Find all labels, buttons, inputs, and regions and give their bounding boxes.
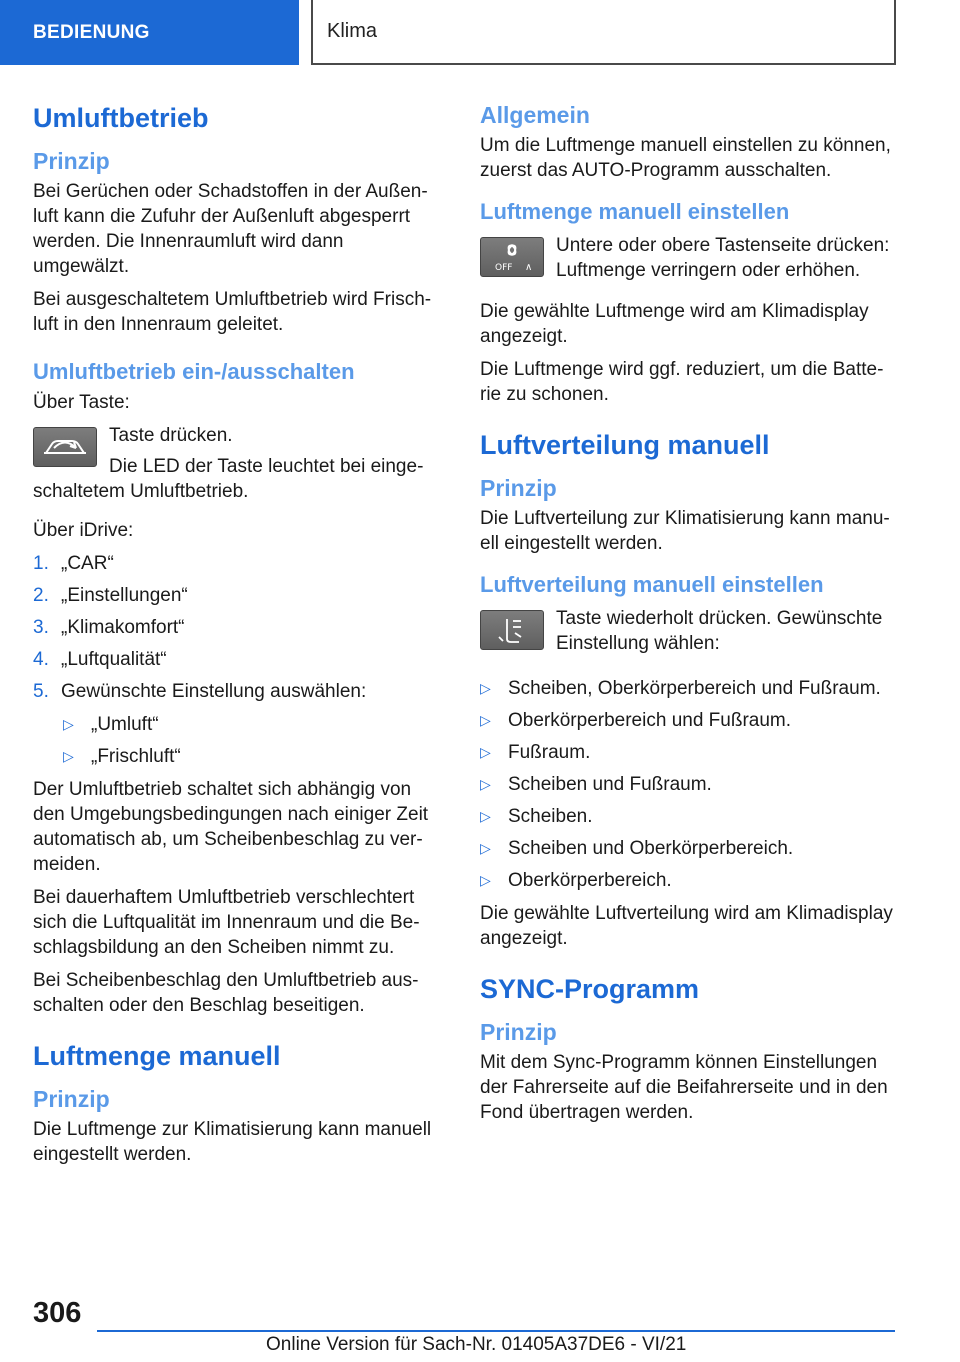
right-column <box>480 100 898 1133</box>
section-tab <box>0 0 299 65</box>
paragraph: Über Taste: <box>33 392 130 413</box>
triangle-bullet-icon: ▷ <box>480 712 491 728</box>
footer-divider <box>97 1330 895 1332</box>
triangle-bullet-icon: ▷ <box>480 744 491 760</box>
heading-allgemein: Allgemein <box>480 102 590 128</box>
triangle-bullet-icon: ▷ <box>480 776 491 792</box>
triangle-bullet-icon: ▷ <box>63 716 74 732</box>
heading-prinzip: Prinzip <box>33 148 110 174</box>
list-item: 3. „Klimakomfort“ <box>33 617 185 638</box>
list-item: ▷ „Frischluft“ <box>63 746 181 767</box>
paragraph: Bei Scheibenbeschlag den Umluftbetrieb aus-schalten oder den Beschlag beseitigen. <box>33 970 419 1016</box>
list-item: ▷ Oberkörperbereich. <box>480 870 672 891</box>
paragraph: Über iDrive: <box>33 520 134 541</box>
fan-button-icon <box>480 237 544 277</box>
paragraph: Die gewählte Luftverteilung wird am Klimadisplay angezeigt. <box>480 903 893 949</box>
paragraph: Die gewählte Luftmenge wird am Klimadisplay angezeigt. <box>480 301 869 347</box>
list-item: 5. Gewünschte Einstellung auswählen: <box>33 681 367 702</box>
list-item: 1. „CAR“ <box>33 553 114 574</box>
paragraph: Die LED der Taste leuchtet bei einge- <box>109 456 424 477</box>
distribution-button-row <box>480 606 898 662</box>
triangle-bullet-icon: ▷ <box>480 872 491 888</box>
paragraph: Untere oder obere Tastenseite drücken: Luftmenge verringern oder erhöhen. <box>556 235 890 281</box>
list-item: ▷ Scheiben und Fußraum. <box>480 774 712 795</box>
triangle-bullet-icon: ▷ <box>63 748 74 764</box>
paragraph: Die Luftmenge wird ggf. reduziert, um die Batte-rie zu schonen. <box>480 359 884 405</box>
paragraph: Mit dem Sync-Programm können Einstellungen der Fahrerseite auf die Beifahrerseite und in den Fond übertragen werden. <box>480 1052 888 1123</box>
paragraph: Bei dauerhaftem Umluftbetrieb verschlechtert sich die Luftqualität im Innenraum und die Be-schlagsbildung an den Scheiben nimmt zu. <box>33 887 420 958</box>
heading-prinzip: Prinzip <box>480 1019 557 1045</box>
heading-prinzip: Prinzip <box>33 1086 110 1112</box>
heading-umluftbetrieb: Umluftbetrieb <box>33 103 209 133</box>
list-item: ▷ Fußraum. <box>480 742 591 763</box>
paragraph: Taste drücken. <box>109 425 233 446</box>
list-item: ▷ Scheiben. <box>480 806 593 827</box>
heading-sync-programm: SYNC-Programm <box>480 974 700 1004</box>
heading-luftmenge-manuell: Luftmenge manuell <box>33 1041 281 1071</box>
list-item: ▷ Scheiben, Oberkörperbereich und Fußraum. <box>480 678 881 699</box>
page-number: 306 <box>33 1297 82 1329</box>
paragraph: Taste wiederholt drücken. Gewünschte Einstellung wählen: <box>556 608 883 654</box>
triangle-bullet-icon: ▷ <box>480 808 491 824</box>
svg-text:∧: ∧ <box>525 262 533 273</box>
left-column <box>33 100 443 1175</box>
recirculation-button-icon <box>33 427 97 467</box>
triangle-bullet-icon: ▷ <box>480 680 491 696</box>
heading-umluft-einaus: Umluftbetrieb ein-/ausschalten <box>33 359 355 384</box>
list-item: 4. „Luftqualität“ <box>33 649 167 670</box>
distribution-options-list <box>480 676 898 893</box>
list-item: ▷ „Umluft“ <box>63 714 159 735</box>
section-label: BEDIENUNG <box>33 21 150 43</box>
idrive-steps-list <box>33 551 443 704</box>
svg-text:OFF: OFF <box>495 263 513 273</box>
recirculation-button-row <box>33 423 443 485</box>
paragraph: Bei ausgeschaltetem Umluftbetrieb wird Frisch-luft in den Innenraum geleitet. <box>33 289 432 335</box>
chapter-label: Klima <box>327 20 378 42</box>
triangle-bullet-icon: ▷ <box>480 840 491 856</box>
fan-button-row <box>480 233 898 289</box>
heading-prinzip: Prinzip <box>480 475 557 501</box>
footer-version: Online Version für Sach-Nr. 01405A37DE6 - VI/21 <box>266 1334 687 1355</box>
paragraph: schaltetem Umluftbetrieb. <box>33 481 249 502</box>
sub-options-list <box>63 712 443 769</box>
list-item: ▷ Scheiben und Oberkörperbereich. <box>480 838 794 859</box>
heading-luftverteilung-einstellen: Luftverteilung manuell einstellen <box>480 572 824 597</box>
list-item: 2. „Einstellungen“ <box>33 585 188 606</box>
heading-luftverteilung-manuell: Luftverteilung manuell <box>480 430 770 460</box>
paragraph: Die Luftmenge zur Klimatisierung kann manuell eingestellt werden. <box>33 1119 432 1165</box>
paragraph: Die Luftverteilung zur Klimatisierung kann manu-ell eingestellt werden. <box>480 508 890 554</box>
paragraph: Um die Luftmenge manuell einstellen zu können, zuerst das AUTO-Programm ausschalten. <box>480 135 891 181</box>
paragraph: Der Umluftbetrieb schaltet sich abhängig von den Umgebungsbedingungen nach einiger Zeit automatisch ab, um Scheibenbeschlag zu ver-meiden. <box>33 779 429 875</box>
list-item: ▷ Oberkörperbereich und Fußraum. <box>480 710 792 731</box>
heading-luftmenge-einstellen: Luftmenge manuell einstellen <box>480 199 790 224</box>
chapter-box <box>311 0 896 65</box>
air-distribution-button-icon <box>480 610 544 650</box>
paragraph: Bei Gerüchen oder Schadstoffen in der Außen-luft kann die Zufuhr der Außenluft abgesperrt werden. Die Innenraumluft wird dann umgewälzt. <box>33 181 428 277</box>
